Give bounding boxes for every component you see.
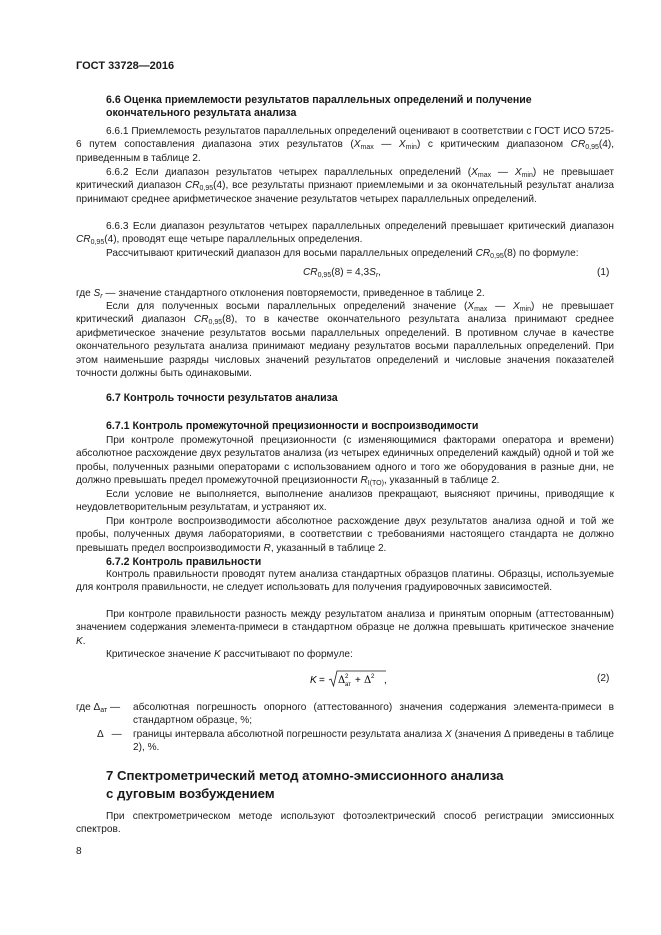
paragraph-6-6-1: 6.6.1 Приемлемость результатов параллельных определений оценивают в соответствии с ГОСТ ИСО 5725-6 путем сопоставления диапазона этих результатов ($X_{max}$ — $X_{min}$) с критическим диапазоном $CR_{0,95}(4)$, приведенным в таблице 2. (76, 126, 615, 164)
formula-2-graphic (310, 668, 400, 690)
svg-text:2: 2 (371, 674, 375, 680)
where-delta-at-text: абсолютная погрешность опорного (аттестованного) значения содержания элемента-примеси в стандартном образце, %; (133, 702, 614, 727)
section-6-7-2-heading: 6.7.2 Контроль правильности (106, 556, 262, 568)
paragraph-6-6-2: 6.6.2 Если диапазон результатов четырех параллельных определений ($X_{max}$ — $X_{min}$) не превышает критический диапазон $CR_{0,95}(4)$, все результаты признают приемлемыми и за окончательный результат анализа принимают среднее арифметическое значение результатов четырех параллельных определений. (76, 167, 614, 205)
where-delta-at-label: где $\Delta_{ат}$ — (76, 702, 121, 714)
paragraph-6-7-2-b: При контроле правильности разность между результатом анализа и принятым опорным (аттестованным) значением содержания элемента-примеси в стандартном образце не должна превышать критическое значение K. (76, 609, 614, 647)
section-7-paragraph: При спектрометрическом методе используют фотоэлектрический способ регистрации эмиссионных спектров. (76, 811, 614, 836)
document-code: ГОСТ 33728—2016 (76, 60, 175, 72)
svg-text:Δ: Δ (338, 675, 346, 686)
where-delta-text: границы интервала абсолютной погрешности результата анализа X (значения Δ приведены в таблице 2), %. (133, 729, 615, 754)
paragraph-calc: Рассчитывают критический диапазон для восьми параллельных определений $CR_{0,95}(8)$ по формуле: (106, 248, 579, 260)
section-6-6-heading-line1: 6.6 Оценка приемлемости результатов параллельных определений и получение (106, 94, 532, 106)
svg-text:=: = (319, 675, 325, 686)
section-6-7-heading: 6.7 Контроль точности результатов анализа (106, 392, 338, 404)
svg-text:+: + (355, 675, 361, 686)
svg-text:ат: ат (345, 682, 351, 688)
paragraph-6-7-1-a: При контроле промежуточной прецизионности (с изменяющимися факторами оператора и времени) абсолютное расхождение двух результатов анализа (из четырех единичных определений каждый) одной и той же пробы, полученных разными операторами с использованием одного и того же оборудования в разные дни, не должно превышать предел промежуточной прецизионности $R_{I(TO)}$, указанный в таблице 2. (76, 435, 614, 488)
paragraph-eight-determinations: Если для полученных восьми параллельных определений значение ($X_{max}$ — $X_{min}$) не превышает критический диапазон $CR_{0,95}(8)$, то в качестве окончательного результата анализа принимают среднее арифметическое значение результатов восьми параллельных определений. В противном случае в качестве окончательного результата анализа принимают медиану результатов восьми параллельных определений. При этом наименьшие разряды числовых значений результатов определений и числовые значения показателей точности должны быть одинаковыми. (76, 301, 614, 380)
where-sr: где $S_r$ — значение стандартного отклонения повторяемости, приведенное в таблице 2. (76, 288, 485, 300)
page-number: 8 (76, 846, 82, 857)
paragraph-6-7-1-c: При контроле воспроизводимости абсолютное расхождение двух результатов анализа одной и той же пробы, полученных двумя лабораториями, в соответствии с требованиями настоящего стандарта не должно превышать предел воспроизводимости R, указанный в таблице 2. (76, 516, 614, 554)
formula-1: $CR_{0,95}(8) = 4,3S_r$, (303, 267, 381, 279)
section-7-heading-line2: с дуговым возбуждением (106, 786, 275, 801)
section-7-heading (106, 767, 606, 803)
formula-2 (310, 668, 400, 690)
formula-1-number: (1) (597, 267, 610, 278)
paragraph-6-6-3: 6.6.3 Если диапазон результатов четырех параллельных определений превышает критический диапазон $CR_{0,95}(4)$, проводят еще четыре параллельных определения. (76, 221, 614, 247)
section-7-heading-line1: 7 Спектрометрический метод атомно-эмиссионного анализа (106, 768, 504, 783)
section-6-6-heading (106, 94, 626, 120)
section-6-7-1-heading: 6.7.1 Контроль промежуточной прецизионности и воспроизводимости (106, 420, 479, 432)
svg-text:2: 2 (345, 674, 349, 680)
svg-text:K: K (310, 675, 317, 686)
section-6-6-heading-line2: окончательного результата анализа (106, 107, 297, 119)
paragraph-6-7-2-c: Критическое значение K рассчитывают по формуле: (106, 649, 353, 660)
paragraph-6-7-1-b: Если условие не выполняется, выполнение анализов прекращают, выясняют причины, приводящие к неудовлетворительным результатам, и устраняют их. (76, 489, 614, 514)
formula-2-number: (2) (597, 673, 610, 684)
svg-text:Δ: Δ (364, 675, 372, 686)
svg-text:,: , (384, 675, 387, 686)
paragraph-6-7-2-a: Контроль правильности проводят путем анализа стандартных образцов платины. Образцы, используемые для контроля правильности, не следует использовать для получения градуировочных зависимостей. (76, 569, 614, 594)
where-delta-label: Δ — (97, 729, 122, 740)
